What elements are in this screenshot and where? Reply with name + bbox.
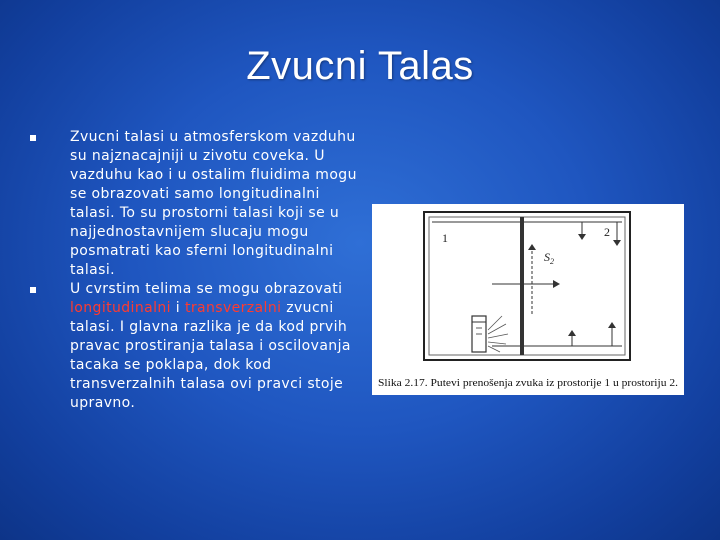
- highlight-longitudinal: longitudinalni: [70, 300, 171, 316]
- sound-path-figure: [372, 204, 684, 395]
- square-bullet-icon: [30, 287, 36, 293]
- highlight-transverzal: transverzalni: [184, 300, 282, 316]
- bullet-item-1: [30, 128, 360, 280]
- bullet-text-before: U cvrstim telima se mogu obrazovati: [70, 281, 343, 297]
- room-1-label: 1: [442, 231, 448, 245]
- square-bullet-icon: [30, 135, 36, 141]
- path-s2-label: $S_2$: [544, 250, 554, 266]
- bullet-list: [30, 128, 360, 413]
- bullet-item-2: [30, 280, 360, 413]
- bullet-text-middle: i: [170, 300, 185, 316]
- slide-title: Zvucni Talas: [246, 44, 474, 88]
- bullet-text-after: zvucni talasi. I glavna razlika je da kod prvih pravac prostiranja talasa i oscilovanja tacaka se poklapa, dok kod transverzalnih talasa ovi pravci stoje upravno.: [70, 300, 351, 411]
- bullet-text: Zvucni talasi u atmosferskom vazduhu su najznacajniji u zivotu coveka. U vazduhu kao i u ostalim fluidima mogu se obrazovati samo longitudinalni talasi. To su prostorni talasi koji se u najjednostavnijem slucaju mogu posmatrati kao sferni longitudinalni talasi.: [70, 129, 357, 278]
- figure-caption: Slika 2.17. Putevi prenošenja zvuka iz prostorije 1 u prostoriju 2.: [378, 378, 678, 389]
- room-2-label: 2: [604, 225, 610, 239]
